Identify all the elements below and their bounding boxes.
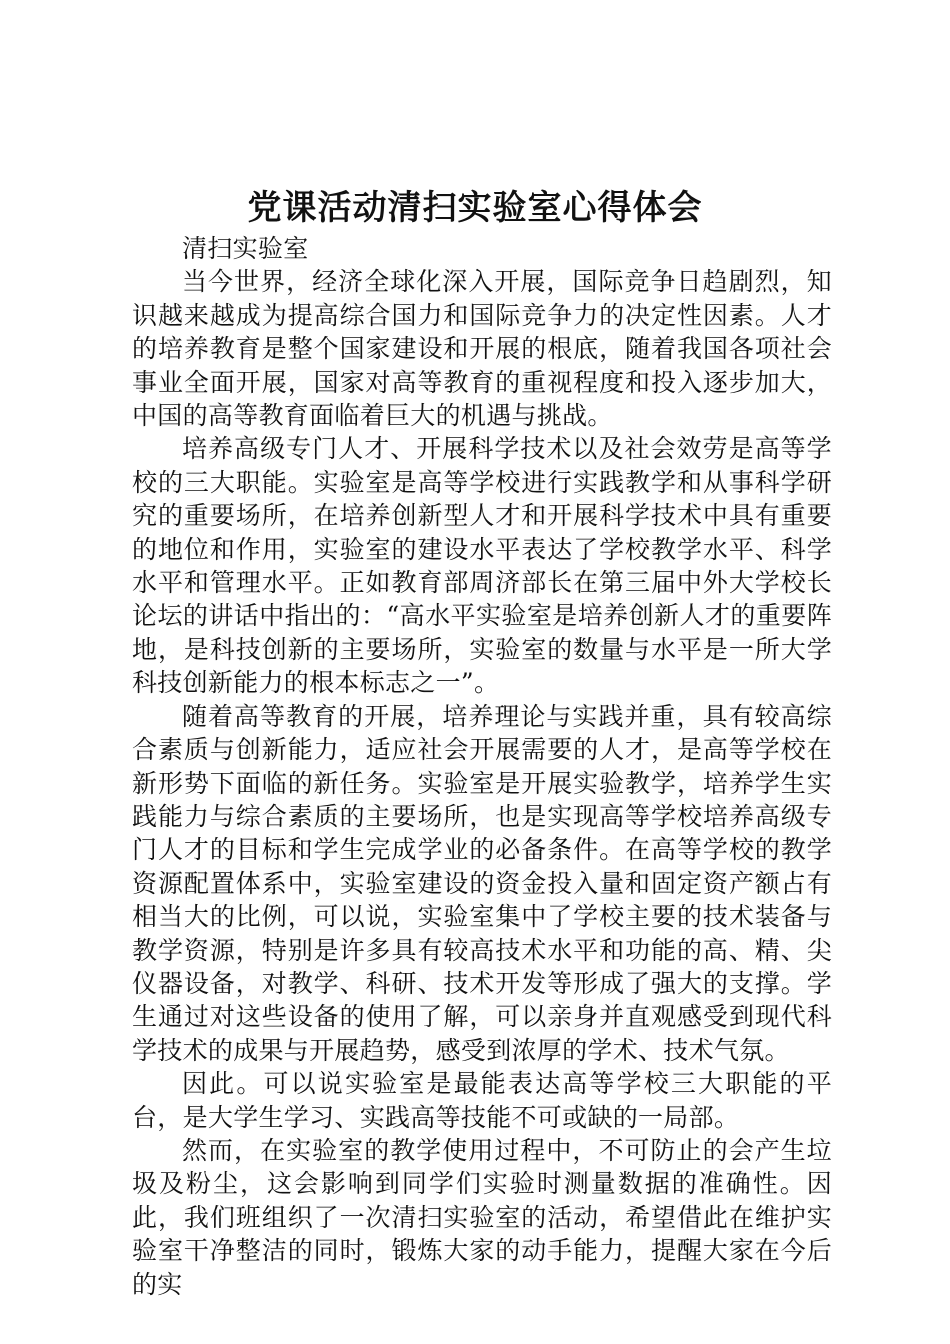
paragraph-3: 随着高等教育的开展，培养理论与实践并重，具有较高综合素质与创新能力，适应社会开展需要的人才，是高等学校在新形势下面临的新任务。实验室是开展实验教学，培养学生实践能力与综合素质的主要场所，也是实现高等学校培养高级专门人才的目标和学生完成学业的必备条件。在高等学校的教学资源配置体系中，实验室建设的资金投入量和固定资产额占有相当大的比例，可以说，实验室集中了学校主要的技术装备与教学资源，特别是许多具有较高技术水平和功能的高、精、尖仪器设备，对教学、科研、技术开发等形成了强大的支撑。学生通过对这些设备的使用了解，可以亲身并直观感受到现代科学技术的成果与开展趋势，感受到浓厚的学术、技术气氛。: [132, 701, 832, 1065]
paragraph-4: 因此。可以说实验室是最能表达高等学校三大职能的平台，是大学生学习、实践高等技能不可或缺的一局部。: [132, 1069, 832, 1132]
paragraph-5: 然而，在实验室的教学使用过程中，不可防止的会产生垃圾及粉尘，这会影响到同学们实验时测量数据的准确性。因此，我们班组织了一次清扫实验室的活动，希望借此在维护实验室干净整洁的同时，锻炼大家的动手能力，提醒大家在今后的实: [132, 1135, 832, 1299]
paragraph-1: 当今世界，经济全球化深入开展，国际竞争日趋剧烈，知识越来越成为提高综合国力和国际竞争力的决定性因素。人才的培养教育是整个国家建设和开展的根底，随着我国各项社会事业全面开展，国家对高等教育的重视程度和投入逐步加大，中国的高等教育面临着巨大的机遇与挑战。: [132, 267, 832, 431]
paragraph-2: 培养高级专门人才、开展科学技术以及社会效劳是高等学校的三大职能。实验室是高等学校进行实践教学和从事科学研究的重要场所，在培养创新型人才和开展科学技术中具有重要的地位和作用，实验室的建设水平表达了学校教学水平、科学水平和管理水平。正如教育部周济部长在第三届中外大学校长论坛的讲话中指出的：“高水平实验室是培养创新人才的重要阵地，是科技创新的主要场所，实验室的数量与水平是一所大学科技创新能力的根本标志之一”。: [132, 434, 832, 698]
document-title: 党课活动清扫实验室心得体会: [247, 188, 703, 228]
document-body: [132, 232, 832, 1301]
document-subtitle: 清扫实验室: [182, 234, 309, 263]
